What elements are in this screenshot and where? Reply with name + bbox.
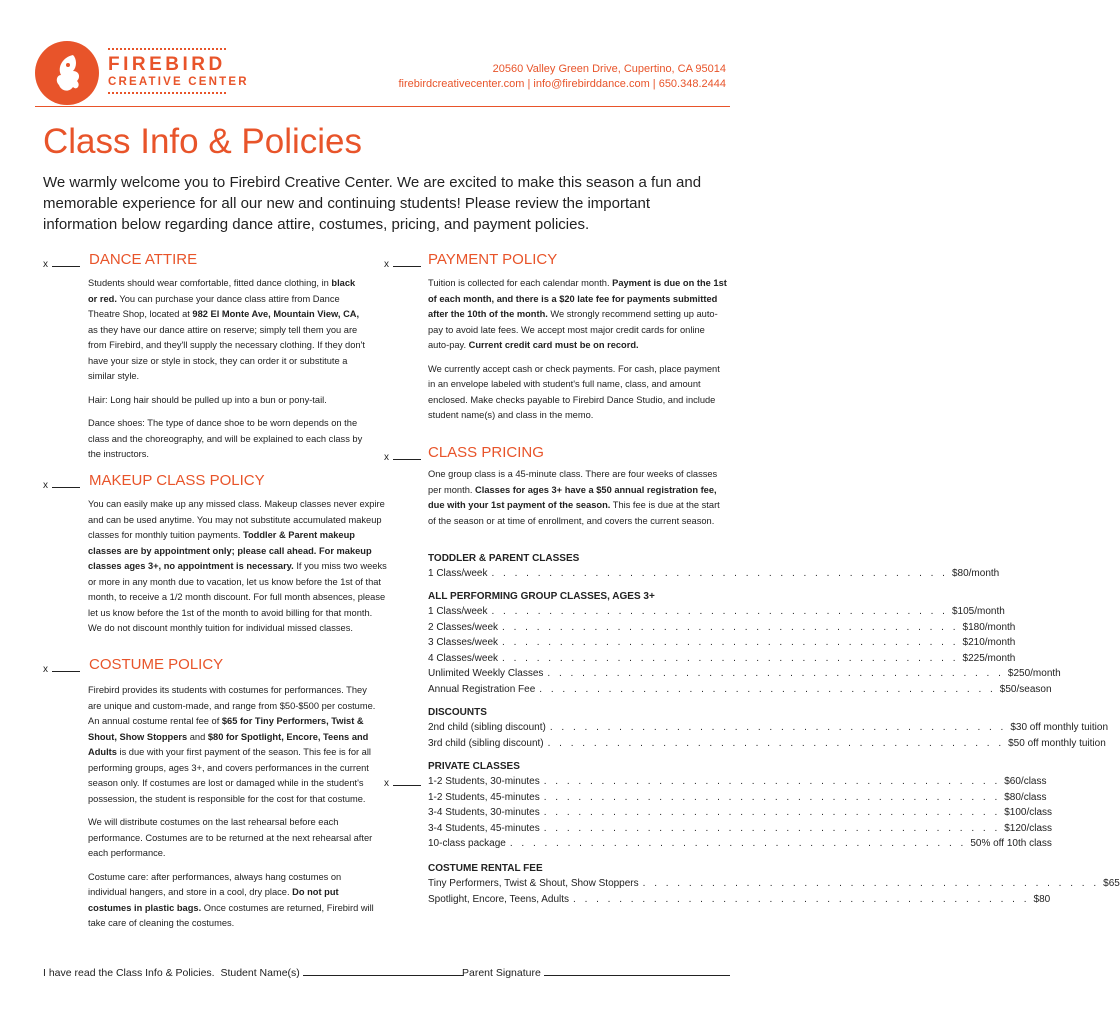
costume-fee-heading: COSTUME RENTAL FEE [428,863,543,874]
price-row-label: 2 Classes/week [428,621,499,633]
price-row-value: $50/season [999,683,1052,695]
private-heading: PRIVATE CLASSES [428,761,520,772]
price-row-label: Annual Registration Fee [428,683,536,695]
dot-leader: . . . . . . . . . . . . . . . . . . . . . . . . . . . . . . . . . . . . . . . . [543,807,1001,818]
price-row-label: 1-2 Students, 30-minutes [428,776,540,787]
price-row-value: 50% off 10th class [970,838,1052,849]
price-row-value: $80 [1033,893,1051,905]
price-row [428,878,1120,889]
makeup-heading: MAKEUP CLASS POLICY [89,472,265,489]
price-row-value: $210/month [962,637,1016,648]
price-row [428,722,1108,733]
price-row-label: 1-2 Students, 45-minutes [428,791,540,803]
dot-leader: . . . . . . . . . . . . . . . . . . . . . . . . . . . . . . . . . . . . . . . . [547,668,1004,679]
price-row [428,822,1053,834]
dot-leader: . . . . . . . . . . . . . . . . . . . . . . . . . . . . . . . . . . . . . . . . [642,878,1100,889]
price-row [428,737,1106,749]
price-row-value: $30 off monthly tuition [1010,722,1108,733]
dance-attire-heading: DANCE ATTIRE [89,251,198,268]
costume-body: Firebird provides its students with costumes for performances. They are unique and custom-made, and range from $50-$500 per costume. An annual costume rental fee of $65 for Tiny Performers, Twist & Shout, Show Stoppers and $80 for Spotlight, Encore, Teens and Adults is due with your first payment of the season. This fee is for all performing groups, ages 3+, and covers performances in the current season only. If costumes are lost or damaged while in the student's possession, the student is responsible for the cost for that costume. We will distribute costumes on the last rehearsal before each performance. Costumes are to be returned at the next rehearsal after each performance. Costume care: after performances, always hang costumes on individual hangers, and store in a cool, dry place. Do not put costumes in plastic bags. Once costumes are returned, Firebird will take care of cleaning the costumes. [88,685,376,928]
dot-leader: . . . . . . . . . . . . . . . . . . . . . . . . . . . . . . . . . . . . . . . . [539,683,996,695]
dot-leader: . . . . . . . . . . . . . . . . . . . . . . . . . . . . . . . . . . . . . . . . [502,652,959,664]
dot-leader: . . . . . . . . . . . . . . . . . . . . . . . . . . . . . . . . . . . . . . . . [573,893,1030,905]
price-row [428,893,1051,905]
logo-divider-top [108,48,226,50]
logo-subname: CREATIVE CENTER [108,76,249,88]
price-row [428,791,1047,803]
price-row-value: $50 off monthly tuition [1008,737,1106,749]
price-row [428,838,1052,849]
price-row-value: $180/month [962,621,1016,633]
price-row [428,606,1005,617]
pricing-heading: CLASS PRICING [428,444,544,461]
contact-info: firebirdcreativecenter.com | info@firebirddance.com | 650.348.2444 [398,78,726,90]
payment-checkbox[interactable]: x [384,259,421,270]
logo-divider-bottom [108,92,226,94]
price-row-value: $225/month [962,652,1016,664]
price-row-label: 3-4 Students, 30-minutes [428,807,540,818]
price-row [428,668,1061,679]
payment-heading: PAYMENT POLICY [428,251,558,268]
price-row-label: 4 Classes/week [428,652,499,664]
dot-leader: . . . . . . . . . . . . . . . . . . . . . . . . . . . . . . . . . . . . . . . . [509,838,967,849]
private-checkbox[interactable]: x [384,778,421,789]
price-row-label: Unlimited Weekly Classes [428,668,544,679]
price-row [428,683,1052,695]
price-row [428,776,1047,787]
address: 20560 Valley Green Drive, Cupertino, CA 95014 [492,63,726,75]
dance-attire-checkbox[interactable]: x [43,259,80,270]
costume-heading: COSTUME POLICY [89,656,224,673]
price-row-value: $80/class [1004,791,1047,803]
price-row-label: Tiny Performers, Twist & Shout, Show Stoppers [428,878,639,889]
price-row-value: $250/month [1007,668,1061,679]
firebird-logo-icon [35,41,99,105]
price-row-value: $105/month [951,606,1005,617]
price-row-value: $80/month [951,568,1000,579]
price-row-value: $60/class [1004,776,1047,787]
price-row [428,652,1016,664]
dot-leader: . . . . . . . . . . . . . . . . . . . . . . . . . . . . . . . . . . . . . . . . [502,637,959,648]
acknowledgement: I have read the Class Info & Policies. Student Name(s) [43,965,463,979]
parent-signature-field[interactable] [544,965,730,976]
price-row [428,621,1016,633]
dot-leader: . . . . . . . . . . . . . . . . . . . . . . . . . . . . . . . . . . . . . . . . [491,606,948,617]
pricing-checkbox[interactable]: x [384,452,421,463]
dot-leader: . . . . . . . . . . . . . . . . . . . . . . . . . . . . . . . . . . . . . . . . [543,791,1001,803]
student-name-field[interactable] [303,965,463,976]
makeup-checkbox[interactable]: x [43,480,80,491]
page-title: Class Info & Policies [43,122,363,161]
dot-leader: . . . . . . . . . . . . . . . . . . . . . . . . . . . . . . . . . . . . . . . . [543,822,1001,834]
discounts-heading: DISCOUNTS [428,707,487,718]
price-row-label: 2nd child (sibling discount) [428,722,546,733]
dot-leader: . . . . . . . . . . . . . . . . . . . . . . . . . . . . . . . . . . . . . . . . [547,737,1005,749]
price-row-label: 10-class package [428,838,506,849]
costume-checkbox[interactable]: x [43,664,80,675]
dot-leader: . . . . . . . . . . . . . . . . . . . . . . . . . . . . . . . . . . . . . . . . [543,776,1001,787]
price-row-label: 3-4 Students, 45-minutes [428,822,540,834]
dot-leader: . . . . . . . . . . . . . . . . . . . . . . . . . . . . . . . . . . . . . . . . [502,621,959,633]
price-row-value: $65 [1103,878,1120,889]
dot-leader: . . . . . . . . . . . . . . . . . . . . . . . . . . . . . . . . . . . . . . . . [491,568,948,579]
pricing-body: One group class is a 45-minute class. There are four weeks of classes per month. Classes for ages 3+ have a $50 annual registration fee, due with your 1st payment of the season. This fee is due at the start of the season or at time of enrollment, and covers the current season. [428,469,720,526]
makeup-body: You can easily make up any missed class. Makeup classes never expire and can be used anytime. You may not substitute accumulated makeup classes for monthly tuition payments. Toddler & Parent makeup classes are by appointment only; please call ahead. For makeup classes ages 3+, no appointment is necessary. If you miss two weeks or more in any month due to vacation, let us know before the 1st of that month, to receive a 1/2 month discount. For full month absences, please let us know before the 1st of the month to avoid billing for that month. We do not discount monthly tuition for individual missed classes. [88,499,387,633]
parent-signature: Parent Signature [462,965,730,979]
header-rule [35,106,730,107]
price-row-label: 3 Classes/week [428,637,499,648]
dance-attire-body: Students should wear comfortable, fitted dance clothing, in black or red. You can purchase your dance class attire from Dance Theatre Shop, located at 982 El Monte Ave, Mountain View, CA, as they have our dance attire on reserve; simply tell them you are from Firebird, and they'll supply the necessary clothing. If they don't have your size or style in stock, they can order it or substitute a similar style. Hair: Long hair should be pulled up into a bun or pony-tail. Dance shoes: The type of dance shoe to be worn depends on the class and the choreography, and will be explained to each class by the instructors. [88,278,365,459]
intro-paragraph: We warmly welcome you to Firebird Creative Center. We are excited to make this season a fun and memorable experience for all our new and continuing students! Please review the important information below regarding dance attire, costumes, pricing, and payment policies. [43,174,702,233]
group-heading: ALL PERFORMING GROUP CLASSES, AGES 3+ [428,591,655,602]
price-row [428,807,1053,818]
price-row-value: $100/class [1004,807,1053,818]
price-row [428,637,1016,648]
logo-name: FIREBIRD [108,54,226,75]
dot-leader: . . . . . . . . . . . . . . . . . . . . . . . . . . . . . . . . . . . . . . . . [549,722,1007,733]
payment-body: Tuition is collected for each calendar month. Payment is due on the 1st of each month, and there is a $20 late fee for payments submitted after the 10th of the month. We strongly recommend setting up auto-pay to avoid late fees. We accept most major credit cards for online auto-pay. Current credit card must be on record. We currently accept cash or check payments. For cash, place payment in an envelope labeled with student's full name, class, and amount enclosed. Make checks payable to Firebird Dance Studio, and include student name(s) and class in the memo. [428,278,727,420]
price-row-value: $120/class [1004,822,1053,834]
toddler-heading: TODDLER & PARENT CLASSES [428,553,580,564]
price-row-label: 1 Class/week [428,606,488,617]
price-row-label: 1 Class/week [428,568,488,579]
price-row-label: Spotlight, Encore, Teens, Adults [428,893,570,905]
price-row [428,568,1000,579]
price-row-label: 3rd child (sibling discount) [428,737,544,749]
